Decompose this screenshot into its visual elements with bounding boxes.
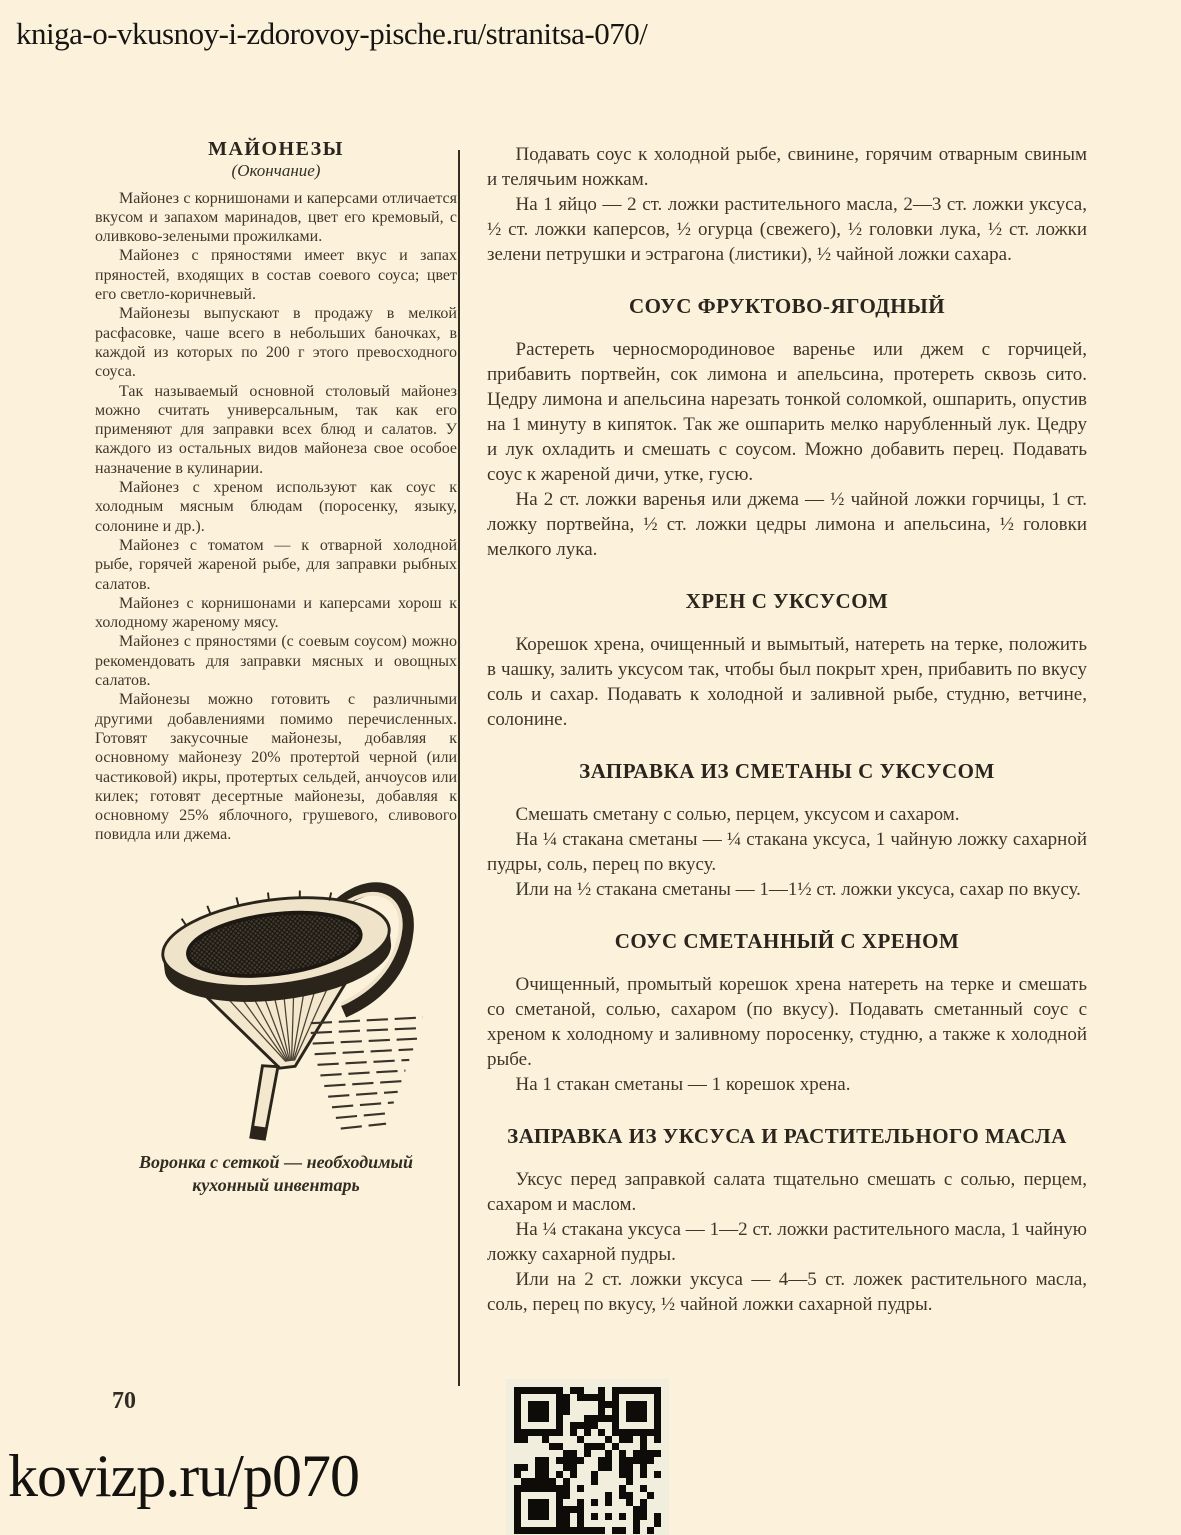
footer-short-url: kovizp.ru/p070 [8, 1443, 359, 1509]
paragraph: Корешок хрена, очищенный и вымытый, натереть на терке, положить в чашку, залить уксусом так, чтобы был покрыт хрен, прибавить по вкусу соль и сахар. Подавать к холодной и заливной рыбе, студню, ветчине, солонине. [487, 634, 1087, 730]
section-title-horseradish-vinegar: ХРЕН С УКСУСОМ [685, 589, 889, 613]
paragraph: Или на ½ стакана сметаны — 1—1½ ст. ложки уксуса, сахар по вкусу. [515, 879, 1081, 900]
section-title-fruit-berry-sauce: СОУС ФРУКТОВО-ЯГОДНЫЙ [628, 294, 946, 318]
section-title-sour-cream-horseradish-sauce: СОУС СМЕТАННЫЙ С ХРЕНОМ [614, 929, 960, 953]
paragraph: На 2 ст. ложки варенья или джема — ½ чайной ложки горчицы, 1 ст. ложку портвейна, ½ ст. ложки цедры лимона и апельсина, ½ головки мелкого лука. [487, 489, 1087, 560]
illustration-caption [95, 1151, 457, 1197]
section-subtitle: (Окончание) [231, 161, 321, 181]
paragraph: На 1 стакан сметаны — 1 корешок хрена. [515, 1074, 851, 1095]
paragraph: Майонез с корнишонами и каперсами отличается вкусом и запахом маринадов, цвет его кремовый, с оливково-зелеными прожилками. [95, 189, 457, 246]
paragraph: Майонез с корнишонами и каперсами хорош к холодному жареному мясу. [95, 594, 457, 632]
page-number: 70 [112, 1388, 136, 1414]
section-title-sour-cream-vinegar-dressing: ЗАПРАВКА ИЗ СМЕТАНЫ С УКСУСОМ [579, 759, 995, 783]
paragraph: Майонез с хреном используют как соус к холодным мясным блюдам (поросенку, языку, солонине и др.). [95, 479, 457, 535]
caption-line-1: Воронка с сеткой — необходимый [138, 1151, 414, 1172]
section-title-mayonnaises: МАЙОНЕЗЫ [208, 138, 344, 160]
paragraph: На ¼ стакана уксуса — 1—2 ст. ложки растительного масла, 1 чайную ложку сахарной пудры. [487, 1219, 1087, 1265]
paragraph: На ¼ стакана сметаны — ¼ стакана уксуса, 1 чайную ложку сахарной пудры, соль, перец по вкусу. [487, 829, 1087, 875]
paragraph: На 1 яйцо — 2 ст. ложки растительного масла, 2—3 ст. ложки уксуса, ½ ст. ложки каперсов, ½ огурца (свежего), ½ головки лука, ½ ст. ложки зелени петрушки и эстрагона (листики), ½ чайной ложки сахара. [487, 194, 1087, 265]
left-column [95, 140, 457, 1197]
paragraph: Майонез с пряностями имеет вкус и запах пряностей, входящих в состав соевого соуса; цвет его светло-коричневый. [95, 247, 457, 304]
paragraph: Смешать сметану с солью, перцем, уксусом и сахаром. [515, 804, 960, 825]
source-url-text: kniga-o-vkusnoy-i-zdorovoy-pische.ru/stranitsa-070/ [16, 16, 648, 51]
paragraph: Майонез с томатом — к отварной холодной рыбе, горячей жареной рыбе, для заправки рыбных салатов. [95, 536, 457, 593]
paragraph: Уксус перед заправкой салата тщательно смешать с солью, перцем, сахаром и маслом. [487, 1169, 1087, 1215]
column-divider [458, 150, 460, 1386]
paragraph: Так называемый основной столовый майонез можно считать универсальным, так как его применяют для заправки всех блюд и салатов. У каждого из остальных видов майонеза свое особое назначение в кулинарии. [95, 382, 457, 477]
paragraph: Очищенный, промытый корешок хрена натереть на терке и смешать со сметаной, солью, сахаром (по вкусу). Подавать сметанный соус с хреном к холодному и заливному поросенку, студню, а также к холодной рыбе. [487, 974, 1087, 1070]
paragraph: Растереть черносмородиновое варенье или джем с горчицей, прибавить портвейн, сок лимона и апельсина, протереть сквозь сито. Цедру лимона и апельсина нарезать тонкой соломкой, ошпарить, опустив на 1 минуту в кипяток. Так же ошпарить мелко нарубленный лук. Цедру и лук охладить и смешать с соусом. Можно добавить перец. Подавать соус к жареной дичи, утке, гусю. [487, 339, 1087, 485]
funnel-illustration [121, 861, 431, 1143]
paragraph: Майонезы выпускают в продажу в мелкой расфасовке, чаше всего в небольших баночках, в каждой из которых по 200 г этого превосходного соуса. [95, 305, 457, 381]
right-column [487, 142, 1087, 1317]
caption-line-2: кухонный инвентарь [192, 1174, 360, 1195]
paragraph: Или на 2 ст. ложки уксуса — 4—5 ст. ложек растительного масла, соль, перец по вкусу, ½ чайной ложки сахарной пудры. [487, 1269, 1087, 1315]
section-title-vinegar-oil-dressing: ЗАПРАВКА ИЗ УКСУСА И РАСТИТЕЛЬНОГО МАСЛА [507, 1124, 1067, 1148]
qr-code [506, 1379, 669, 1535]
paragraph: Майонез с пряностями (с соевым соусом) можно рекомендовать для заправки мясных и овощных салатов. [95, 633, 457, 690]
paragraph: Подавать соус к холодной рыбе, свинине, горячим отварным свиным и телячьим ножкам. [487, 144, 1087, 190]
paragraph: Майонезы можно готовить с различными другими добавлениями помимо перечисленных. Готовят закусочные майонезы, добавляя к основному майонезу 20% протертой черной (или частиковой) икры, протертых сельдей, анчоусов или килек; готовят десертные майонезы, добавляя к основному 25% яблочного, грушевого, сливового повидла или джема. [95, 691, 457, 844]
